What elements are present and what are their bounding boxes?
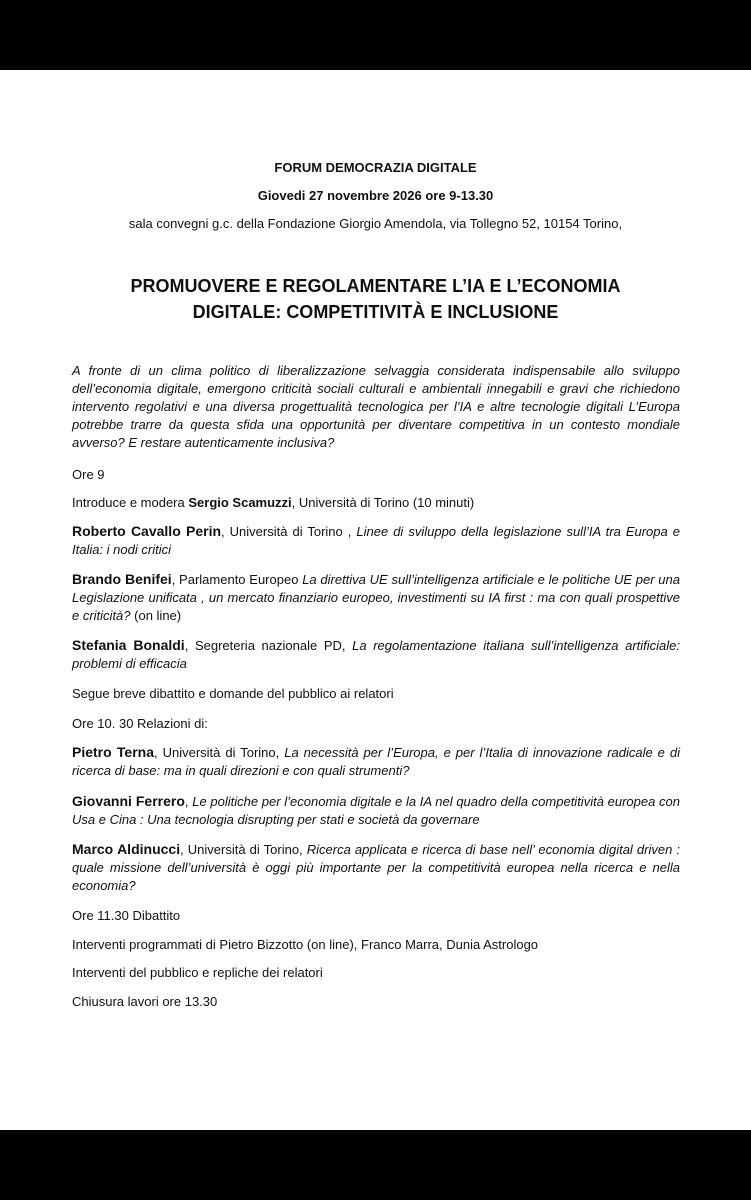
speaker-affiliation: , Parlamento Europeo bbox=[171, 572, 303, 587]
time-ore-11-30: Ore 11.30 Dibattito bbox=[72, 908, 181, 923]
public-interventions: Interventi del pubblico e repliche dei relatori bbox=[72, 965, 323, 980]
speaker-note: (on line) bbox=[130, 608, 182, 623]
moderator-name: Sergio Scamuzzi bbox=[188, 495, 292, 510]
speaker-name: Roberto Cavallo Perin bbox=[72, 523, 222, 539]
speaker-affiliation: , Università di Torino , bbox=[221, 524, 357, 539]
moderator-suffix: , Università di Torino (10 minuti) bbox=[291, 495, 475, 510]
speaker-name: Giovanni Ferrero bbox=[72, 793, 185, 809]
speaker-name: Marco Aldinucci bbox=[72, 841, 181, 857]
document-page bbox=[0, 70, 751, 1130]
planned-interventions: Interventi programmati di Pietro Bizzotto (on line), Franco Marra, Dunia Astrologo bbox=[72, 937, 539, 952]
speaker-aldinucci bbox=[72, 840, 680, 895]
event-date: Giovedi 27 novembre 2026 ore 9-13.30 bbox=[257, 188, 494, 203]
speaker-name: Brando Benifei bbox=[72, 571, 172, 587]
speaker-terna bbox=[72, 743, 680, 780]
speaker-topic: La necessità per l’Europa, e per l’Italia di innovazione radicale e di ricerca di base: ma in quali direzioni e con quali strumenti? bbox=[72, 745, 681, 778]
time-ore-10-30: Ore 10. 30 Relazioni di: bbox=[72, 716, 208, 731]
speaker-topic: La regolamentazione italiana sull’intelligenza artificiale: problemi di efficacia bbox=[72, 638, 680, 671]
speaker-ferrero bbox=[72, 792, 680, 829]
speaker-topic: La direttiva UE sull’intelligenza artificiale e le politiche UE per una Legislazione unificata , un mercato finanziario europeo, investimenti su IA first : ma con quali prospettive e criticità? bbox=[72, 572, 680, 623]
closing-time: Chiusura lavori ore 13.30 bbox=[72, 994, 218, 1009]
speaker-benifei bbox=[72, 570, 680, 625]
speaker-bonaldi bbox=[72, 636, 680, 673]
moderator-line bbox=[72, 494, 680, 512]
speaker-name: Stefania Bonaldi bbox=[72, 637, 185, 653]
debate-note: Segue breve dibattito e domande del pubblico ai relatori bbox=[72, 686, 394, 701]
time-ore-9: Ore 9 bbox=[72, 467, 105, 482]
speaker-topic: Ricerca applicata e ricerca di base nell’ economia digital driven : quale missione dell’università è oggi più importante per la competitività europea nella ricerca e nella economia? bbox=[72, 842, 680, 893]
event-title-line1: PROMUOVERE E REGOLAMENTARE L’IA E L’ECONOMIA bbox=[130, 276, 621, 296]
event-venue: sala convegni g.c. della Fondazione Giorgio Amendola, via Tollegno 52, 10154 Torino, bbox=[128, 216, 623, 231]
speaker-cavallo-perin bbox=[72, 522, 680, 559]
event-title-line2: DIGITALE: COMPETITIVITÀ E INCLUSIONE bbox=[192, 302, 559, 322]
speaker-affiliation: , Segreteria nazionale PD, bbox=[184, 638, 353, 653]
moderator-prefix: Introduce e modera bbox=[72, 495, 189, 510]
speaker-name: Pietro Terna bbox=[72, 744, 155, 760]
event-title bbox=[60, 273, 691, 325]
speaker-affiliation: , Università di Torino, bbox=[180, 842, 307, 857]
forum-name: FORUM DEMOCRAZIA DIGITALE bbox=[274, 160, 477, 175]
intro-paragraph: A fronte di un clima politico di liberalizzazione selvaggia considerata indispensabile allo sviluppo dell’economia digitale, emergono criticità sociali culturali e ambientali innegabili e gravi che richiedono intervento regolativi e una diversa progettualità tecnologica per l’IA e altre tecnologie digitali L’Europa potrebbe trarre da questa sfida una opportunità per diventare competitiva in un contesto mondiale avverso? E restare autenticamente inclusiva? bbox=[72, 363, 680, 450]
speaker-topic: Le politiche per l’economia digitale e la IA nel quadro della competitività europea con Usa e Cina : Una tecnologia disrupting per stati e società da governare bbox=[72, 794, 680, 827]
speaker-affiliation: , Università di Torino, bbox=[154, 745, 285, 760]
speaker-topic: Linee di sviluppo della legislazione sull’IA tra Europa e Italia: i nodi critici bbox=[72, 524, 680, 557]
speaker-affiliation: , bbox=[184, 794, 193, 809]
